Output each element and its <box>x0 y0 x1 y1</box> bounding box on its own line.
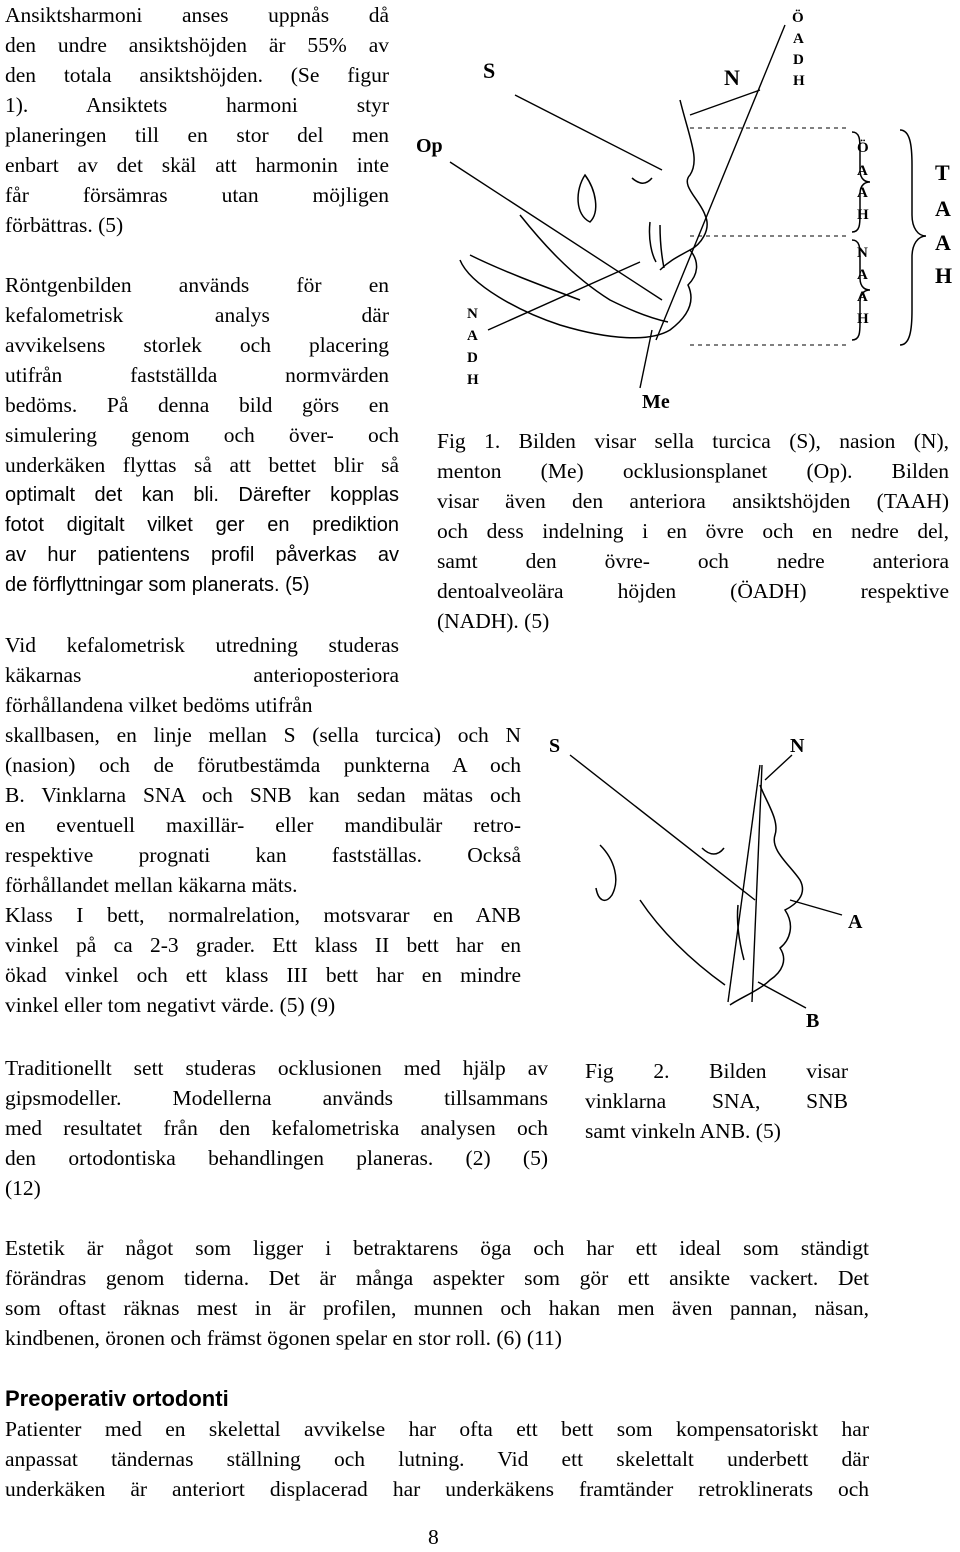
svg-text:N: N <box>857 245 868 261</box>
svg-text:H: H <box>857 207 869 223</box>
profile-outline <box>460 100 707 338</box>
caption-line: (NADH). (5) <box>437 609 550 633</box>
text-line: de förflyttningar som planerats. (5) <box>5 574 310 596</box>
figure-2-angles <box>540 725 880 1035</box>
caption-line: samt vinkeln ANB. (5) <box>585 1119 781 1143</box>
text-line: Estetik är något som ligger i betraktarens öga och har ett ideal som ständigt <box>5 1236 869 1260</box>
svg-text:A: A <box>467 328 478 344</box>
n-me-line <box>656 25 785 340</box>
text-line: (nasion) och de förutbestämda punkterna A och <box>5 753 521 777</box>
text-line: käkarnas anterioposteriora <box>5 663 399 687</box>
text-line: med resultatet från den kefalometriska analysen och <box>5 1116 548 1140</box>
s-n-line <box>570 755 755 900</box>
text-line: kefalometrisk analys där <box>5 303 389 327</box>
text-line: Patienter med en skelettal avvikelse har ofta ett bett som kompensatoriskt har <box>5 1417 869 1441</box>
text-line: fotot digitalt vilket ger en prediktion <box>5 514 399 536</box>
total-brace <box>900 130 926 345</box>
svg-text:H: H <box>793 73 805 89</box>
svg-text:H: H <box>935 263 953 288</box>
text-line: skallbasen, en linje mellan S (sella turcica) och N <box>5 723 521 747</box>
figure-1-facial-profile <box>415 0 960 420</box>
label-s: S <box>483 58 496 83</box>
text-line: vinkel på ca 2-3 grader. Ett klass II bett har en <box>5 933 521 957</box>
n-b-line <box>728 765 760 1002</box>
label-nadh <box>467 306 479 388</box>
caption-line: och dess indelning i en övre och en nedre del, <box>437 519 949 543</box>
text-line: gipsmodeller. Modellerna används tillsammans <box>5 1086 548 1110</box>
text-line: enbart av det skäl att harmonin inte <box>5 153 389 177</box>
text-line: avvikelsens storlek och placering <box>5 333 389 357</box>
text-line: Ansiktsharmoni anses uppnås då <box>5 3 389 27</box>
text-line: bedöms. På denna bild görs en <box>5 393 389 417</box>
svg-text:T: T <box>935 160 950 185</box>
text-line: förhållandet mellan käkarna mäts. <box>5 873 298 897</box>
label-taah <box>935 160 952 288</box>
text-line: av hur patientens profil påverkas av <box>5 544 399 566</box>
me-pointer-line <box>640 330 652 388</box>
label-n: N <box>790 735 805 757</box>
caption-line: dentoalveolära höjden (ÖADH) respektive <box>437 579 949 603</box>
label-me: Me <box>642 391 670 413</box>
svg-text:Ö: Ö <box>792 10 804 26</box>
text-line: simulering genom och över- och <box>5 423 399 447</box>
svg-text:A: A <box>857 185 868 201</box>
text-line: B. Vinklarna SNA och SNB kan sedan mätas och <box>5 783 521 807</box>
caption-line: menton (Me) ocklusionsplanet (Op). Bilden <box>437 459 949 483</box>
section-heading: Preoperativ ortodonti <box>5 1386 229 1411</box>
a-pointer-line <box>790 900 842 915</box>
svg-text:H: H <box>467 372 479 388</box>
b-pointer-line <box>758 982 806 1008</box>
label-nah <box>857 245 869 327</box>
label-n: N <box>724 65 740 90</box>
label-a: A <box>848 911 863 933</box>
text-line: Klass I bett, normalrelation, motsvarar en ANB <box>5 903 521 927</box>
text-line: 1). Ansiktets harmoni styr <box>5 93 389 117</box>
text-line: utifrån fastställda normvärden <box>5 363 389 387</box>
ear <box>578 175 596 222</box>
text-line: underkäken är anteriort displacerad har underkäkens framtänder retroklinerats och <box>5 1477 869 1501</box>
svg-text:A: A <box>793 31 804 47</box>
text-line: ökad vinkel och ett klass III bett har en mindre <box>5 963 521 987</box>
label-s: S <box>549 735 561 757</box>
text-line: anpassat tändernas ställning och lutning. Vid ett skelettalt underbett där <box>5 1447 869 1471</box>
svg-text:D: D <box>793 52 804 68</box>
text-line: planeringen till en stor del men <box>5 123 389 147</box>
text-line: förhållandena vilket bedöms utifrån <box>5 693 313 717</box>
text-line: Röntgenbilden används för en <box>5 273 389 297</box>
label-op: Op <box>416 135 443 157</box>
svg-text:A: A <box>857 289 868 305</box>
text-line: Traditionellt sett studeras ocklusionen med hjälp av <box>5 1056 548 1080</box>
svg-text:H: H <box>857 311 869 327</box>
text-line: den undre ansiktshöjden är 55% av <box>5 33 389 57</box>
text-line: underkäken flyttas så att bettet blir så <box>5 453 399 477</box>
svg-text:A: A <box>857 163 868 179</box>
caption-line: Fig 1. Bilden visar sella turcica (S), nasion (N), <box>437 429 949 453</box>
caption-line: Fig 2. Bilden visar <box>585 1059 848 1083</box>
text-line: Vid kefalometrisk utredning studeras <box>5 633 399 657</box>
label-oadh-top <box>792 9 805 89</box>
s-pointer-line <box>515 95 662 170</box>
text-line: optimalt det kan bli. Därefter kopplas <box>5 484 399 506</box>
caption-line: vinklarna SNA, SNB <box>585 1089 848 1113</box>
text-line: den totala ansiktshöjden. (Se figur <box>5 63 389 87</box>
svg-text:N: N <box>467 306 478 322</box>
text-line: respektive prognati kan fastställas. Också <box>5 843 521 867</box>
nadh-pointer-line <box>488 262 640 330</box>
occlusal-plane-line <box>450 162 662 300</box>
caption-line: samt den övre- och nedre anteriora <box>437 549 949 573</box>
text-line: kindbenen, öronen och främst ögonen spelar en stor roll. (6) (11) <box>5 1326 562 1350</box>
text-line: som oftast räknas mest in är profilen, munnen och hakan men även pannan, näsan, <box>5 1296 869 1320</box>
label-b: B <box>806 1010 820 1032</box>
text-line: förbättras. (5) <box>5 213 124 237</box>
n-a-line <box>752 765 762 1002</box>
text-line: en eventuell maxillär- eller mandibulär retro- <box>5 813 521 837</box>
caption-line: visar även den anteriora ansiktshöjden (TAAH) <box>437 489 949 513</box>
n-pointer-line <box>765 755 792 780</box>
text-line: den ortodontiska behandlingen planeras. (2) (5) <box>5 1146 548 1170</box>
svg-text:A: A <box>935 230 951 255</box>
text-line: får försämras utan möjligen <box>5 183 389 207</box>
text-line: vinkel eller tom negativt värde. (5) (9) <box>5 993 336 1017</box>
profile-outline <box>730 785 802 1005</box>
svg-text:Ö: Ö <box>857 140 869 156</box>
ear <box>596 845 616 900</box>
svg-text:D: D <box>467 350 478 366</box>
text-line: förändras genom tiderna. Det är många aspekter som gör ett ansikte vackert. Det <box>5 1266 869 1290</box>
svg-text:A: A <box>935 196 951 221</box>
svg-text:A: A <box>857 267 868 283</box>
text-line: (12) <box>5 1176 41 1200</box>
page-number: 8 <box>428 1525 439 1549</box>
